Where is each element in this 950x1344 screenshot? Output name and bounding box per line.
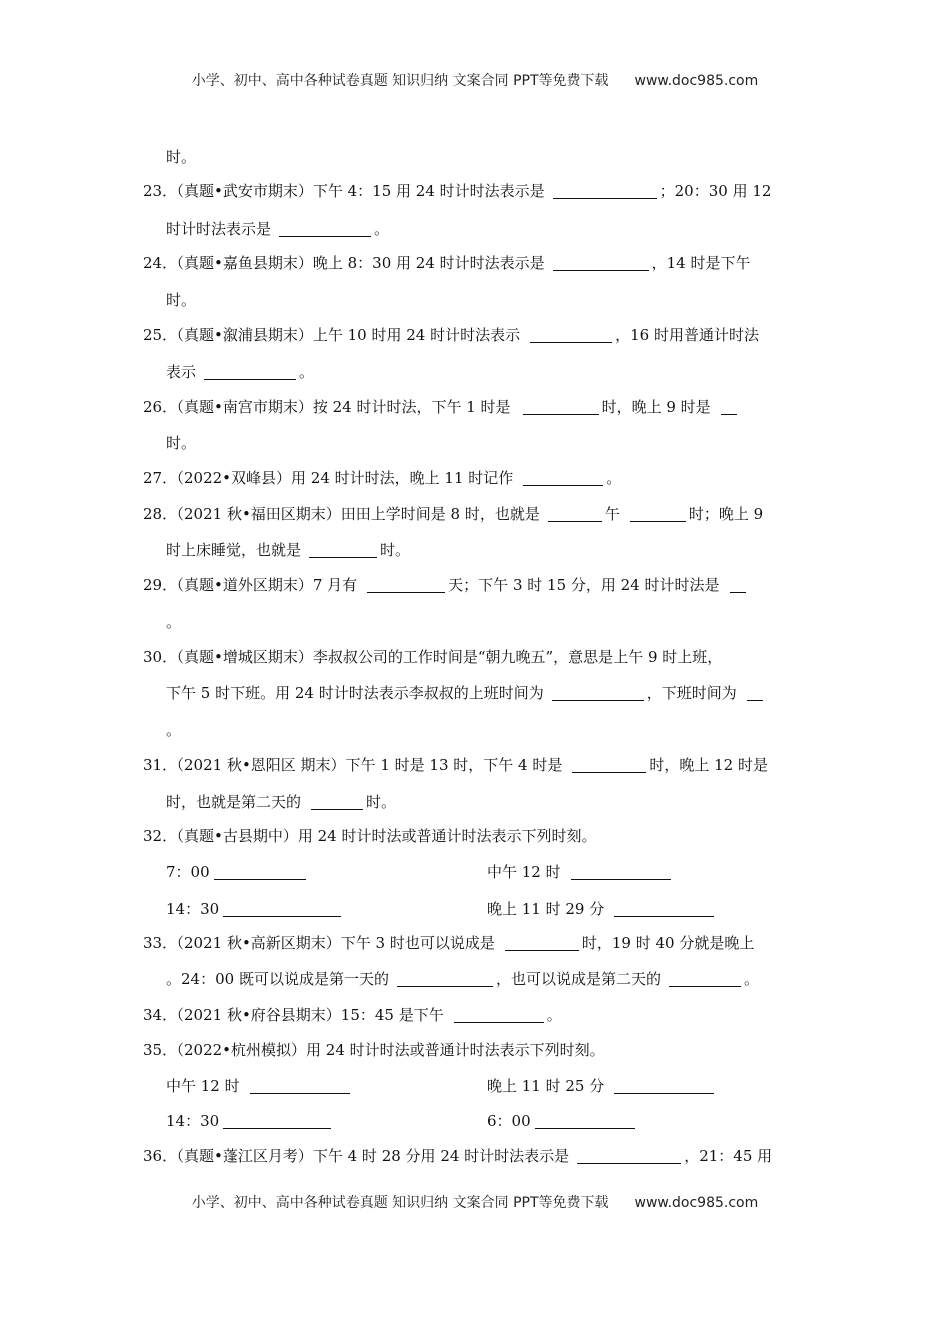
q35-item-3: [166, 1111, 334, 1131]
q32-item-2: [487, 862, 674, 882]
answer-blank[interactable]: [397, 970, 493, 987]
question-text: （2021 秋•高新区期末）下午 3 时也可以说成是: [169, 934, 495, 952]
page-header: [0, 70, 950, 90]
question-34: [143, 1005, 562, 1025]
question-text: （真题•蓬江区月考）下午 4 时 28 分用 24 时计时法表示是: [169, 1147, 570, 1165]
answer-blank[interactable]: [571, 863, 671, 880]
answer-blank[interactable]: [548, 505, 602, 522]
question-number: 35．: [143, 1041, 178, 1059]
answer-blank[interactable]: [311, 793, 363, 810]
answer-blank[interactable]: [630, 505, 686, 522]
question-26: [143, 397, 740, 417]
question-29: [143, 575, 749, 595]
answer-blank[interactable]: [523, 398, 599, 415]
answer-blank[interactable]: [730, 576, 746, 593]
question-text: 。24：00 既可以说成是第一天的: [166, 970, 389, 988]
header-site: www.doc985.com: [634, 73, 759, 89]
question-text: （2021 秋•府谷县期末）15：45 是下午: [169, 1006, 444, 1024]
answer-blank[interactable]: [250, 1077, 350, 1094]
question-number: 27．: [143, 469, 178, 487]
header-text: 小学、初中、高中各种试卷真题 知识归纳 文案合同 PPT等免费下载: [191, 73, 609, 89]
question-28-cont: [166, 540, 410, 560]
question-text: （真题•南宫市期末）按 24 时计时法，下午 1 时是: [169, 398, 511, 416]
question-number: 31．: [143, 756, 178, 774]
time-label: 6：00: [487, 1112, 531, 1130]
answer-blank[interactable]: [214, 863, 306, 880]
question-text: ，21：45 用: [684, 1147, 773, 1165]
question-text: ；20：30 用 12: [659, 182, 772, 200]
question-text: （真题•武安市期末）下午 4：15 用 24 时计时法表示是: [169, 182, 545, 200]
question-text: 时。: [380, 541, 411, 559]
question-23-cont: [166, 219, 389, 239]
question-number: 24．: [143, 254, 178, 272]
question-31-cont: [166, 792, 396, 812]
answer-blank[interactable]: [223, 900, 341, 917]
question-number: 33．: [143, 934, 178, 952]
question-text: 时。: [366, 793, 397, 811]
question-text: 。: [546, 1006, 562, 1024]
answer-blank[interactable]: [279, 220, 371, 237]
question-32: [143, 826, 596, 846]
question-24-cont: 时。: [166, 291, 197, 309]
time-label: 中午 12 时: [166, 1077, 240, 1095]
question-text: （真题•古县期中）用 24 时计时法或普通计时法表示下列时刻。: [169, 827, 597, 845]
question-text: （2021 秋•恩阳区 期末）下午 1 时是 13 时，下午 4 时是: [169, 756, 563, 774]
question-text: 下午 5 时下班。用 24 时计时法表示李叔叔的上班时间为: [166, 684, 544, 702]
question-text: 时计时法表示是: [166, 220, 272, 238]
page-footer: [0, 1192, 950, 1212]
answer-blank[interactable]: [577, 1147, 681, 1164]
q32-item-1: [166, 862, 309, 882]
question-text: 表示: [166, 363, 197, 381]
continuation-line: 时。: [166, 148, 197, 166]
answer-blank[interactable]: [523, 469, 603, 486]
question-text: （真题•道外区期末）7 月有: [169, 576, 358, 594]
answer-blank[interactable]: [454, 1006, 544, 1023]
question-28: [143, 504, 763, 524]
question-text: （真题•嘉鱼县期末）晚上 8：30 用 24 时计时法表示是: [169, 254, 545, 272]
question-text: ，16 时用普通计时法: [615, 326, 759, 344]
answer-blank[interactable]: [223, 1112, 331, 1129]
question-number: 30．: [143, 648, 178, 666]
time-label: 中午 12 时: [487, 863, 561, 881]
question-number: 23．: [143, 182, 178, 200]
answer-blank[interactable]: [553, 254, 649, 271]
question-number: 25．: [143, 326, 178, 344]
question-text: （2021 秋•福田区期末）田田上学时间是 8 时，也就是: [169, 505, 540, 523]
question-30: [143, 647, 722, 667]
answer-blank[interactable]: [747, 684, 763, 701]
question-text: （真题•增城区期末）李叔叔公司的工作时间是“朝九晚五”，意思是上午 9 时上班，: [169, 648, 723, 666]
answer-blank[interactable]: [614, 900, 714, 917]
q32-item-4: [487, 899, 717, 919]
footer-text: 小学、初中、高中各种试卷真题 知识归纳 文案合同 PPT等免费下载: [191, 1195, 609, 1211]
question-text: 时，晚上 9 时是: [601, 398, 711, 416]
question-29-cont: 。: [166, 613, 182, 631]
question-24: [143, 253, 751, 273]
question-number: 29．: [143, 576, 178, 594]
time-label: 晚上 11 时 29 分: [487, 900, 605, 918]
answer-blank[interactable]: [309, 541, 377, 558]
question-number: 36．: [143, 1147, 178, 1165]
q35-item-4: [487, 1111, 638, 1131]
question-36: [143, 1146, 772, 1166]
answer-blank[interactable]: [553, 182, 657, 199]
answer-blank[interactable]: [535, 1112, 635, 1129]
question-text: 。: [606, 469, 622, 487]
question-27: [143, 468, 621, 488]
question-30-cont2: 。: [166, 721, 182, 739]
question-text: （真题•溆浦县期末）上午 10 时用 24 时计时法表示: [169, 326, 521, 344]
question-30-cont: [166, 683, 766, 703]
question-25-cont: [166, 362, 314, 382]
question-text: （2022•杭州模拟）用 24 时计时法或普通计时法表示下列时刻。: [169, 1041, 605, 1059]
question-31: [143, 755, 768, 775]
q35-item-2: [487, 1076, 717, 1096]
question-text: ，14 时是下午: [651, 254, 751, 272]
question-33-cont: [166, 969, 759, 989]
q32-item-3: [166, 899, 344, 919]
time-label: 14：30: [166, 900, 220, 918]
question-text: ，也可以说成是第二天的: [495, 970, 661, 988]
question-text: 。: [374, 220, 390, 238]
answer-blank[interactable]: [204, 363, 296, 380]
question-33: [143, 933, 754, 953]
answer-blank[interactable]: [505, 934, 579, 951]
answer-blank[interactable]: [669, 970, 741, 987]
question-23: [143, 181, 771, 201]
q35-item-1: [166, 1076, 353, 1096]
question-number: 34．: [143, 1006, 178, 1024]
question-text: 时，也就是第二天的: [166, 793, 302, 811]
question-number: 28．: [143, 505, 178, 523]
question-text: 时，19 时 40 分就是晚上: [581, 934, 755, 952]
time-label: 晚上 11 时 25 分: [487, 1077, 605, 1095]
question-number: 26．: [143, 398, 178, 416]
answer-blank[interactable]: [614, 1077, 714, 1094]
answer-blank[interactable]: [367, 576, 445, 593]
question-text: 。: [299, 363, 315, 381]
time-label: 14：30: [166, 1112, 220, 1130]
answer-blank[interactable]: [572, 756, 646, 773]
question-text: 天；下午 3 时 15 分，用 24 时计时法是: [448, 576, 720, 594]
answer-blank[interactable]: [552, 684, 644, 701]
question-text: 时；晚上 9: [688, 505, 764, 523]
question-text: ，下班时间为: [646, 684, 737, 702]
footer-site: www.doc985.com: [634, 1195, 759, 1211]
question-26-cont: 时。: [166, 434, 197, 452]
question-35: [143, 1040, 605, 1060]
question-text: 午: [604, 505, 620, 523]
question-text: 时上床睡觉，也就是: [166, 541, 302, 559]
question-text: （2022•双峰县）用 24 时计时法，晚上 11 时记作: [169, 469, 514, 487]
answer-blank[interactable]: [721, 398, 737, 415]
question-text: 时，晚上 12 时是: [649, 756, 768, 774]
question-25: [143, 325, 759, 345]
question-number: 32．: [143, 827, 178, 845]
question-text: 。: [743, 970, 759, 988]
time-label: 7：00: [166, 863, 210, 881]
answer-blank[interactable]: [530, 326, 612, 343]
